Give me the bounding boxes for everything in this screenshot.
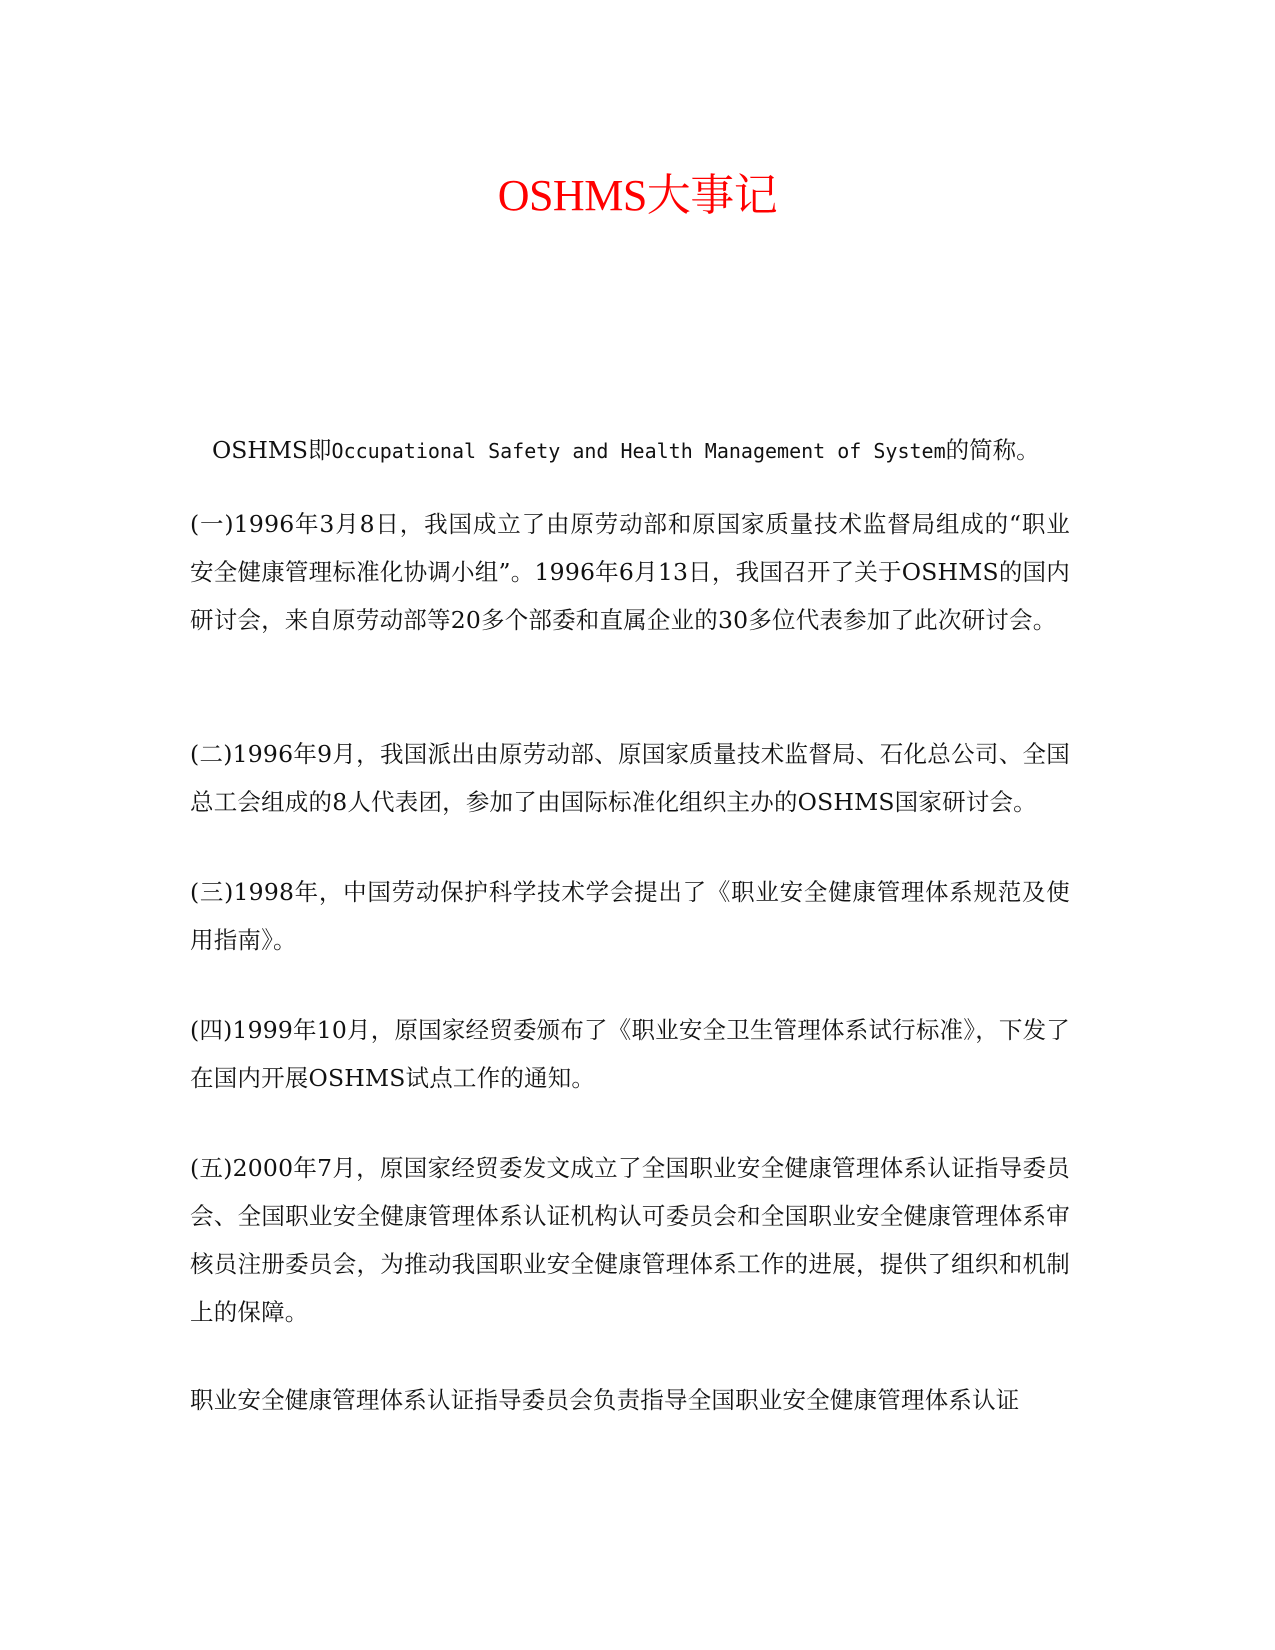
paragraph-5: (五)2000年7月，原国家经贸委发文成立了全国职业安全健康管理体系认证指导委员会、全国职业安全健康管理体系认证机构认可委员会和全国职业安全健康管理体系审核员注册委员会，为推动我国职业安全健康管理体系工作的进展，提供了组织和机制上的保障。 (190, 1154, 1070, 1326)
intro-prefix: OSHMS即 (212, 436, 332, 464)
intro-english-term: Occupational Safety and Health Management of System (331, 439, 946, 463)
paragraph-4: (四)1999年10月，原国家经贸委颁布了《职业安全卫生管理体系试行标准》，下发了在国内开展OSHMS试点工作的通知。 (190, 1016, 1070, 1092)
paragraph-1: (一)1996年3月8日，我国成立了由原劳动部和原国家质量技术监督局组成的“职业安全健康管理标准化协调小组”。1996年6月13日，我国召开了关于OSHMS的国内研讨会，来自原劳动部等20多个部委和直属企业的30多位代表参加了此次研讨会。 (190, 510, 1070, 634)
paragraph-2: (二)1996年9月，我国派出由原劳动部、原国家质量技术监督局、石化总公司、全国总工会组成的8人代表团，参加了由国际标准化组织主办的OSHMS国家研讨会。 (190, 740, 1070, 816)
paragraph-3: (三)1998年，中国劳动保护科学技术学会提出了《职业安全健康管理体系规范及使用指南》。 (190, 878, 1070, 954)
intro-paragraph (212, 426, 1040, 475)
document-title: OSHMS大事记 (497, 171, 778, 220)
intro-suffix: 的简称。 (945, 436, 1040, 464)
paragraph-6: 职业安全健康管理体系认证指导委员会负责指导全国职业安全健康管理体系认证 (190, 1386, 1020, 1414)
